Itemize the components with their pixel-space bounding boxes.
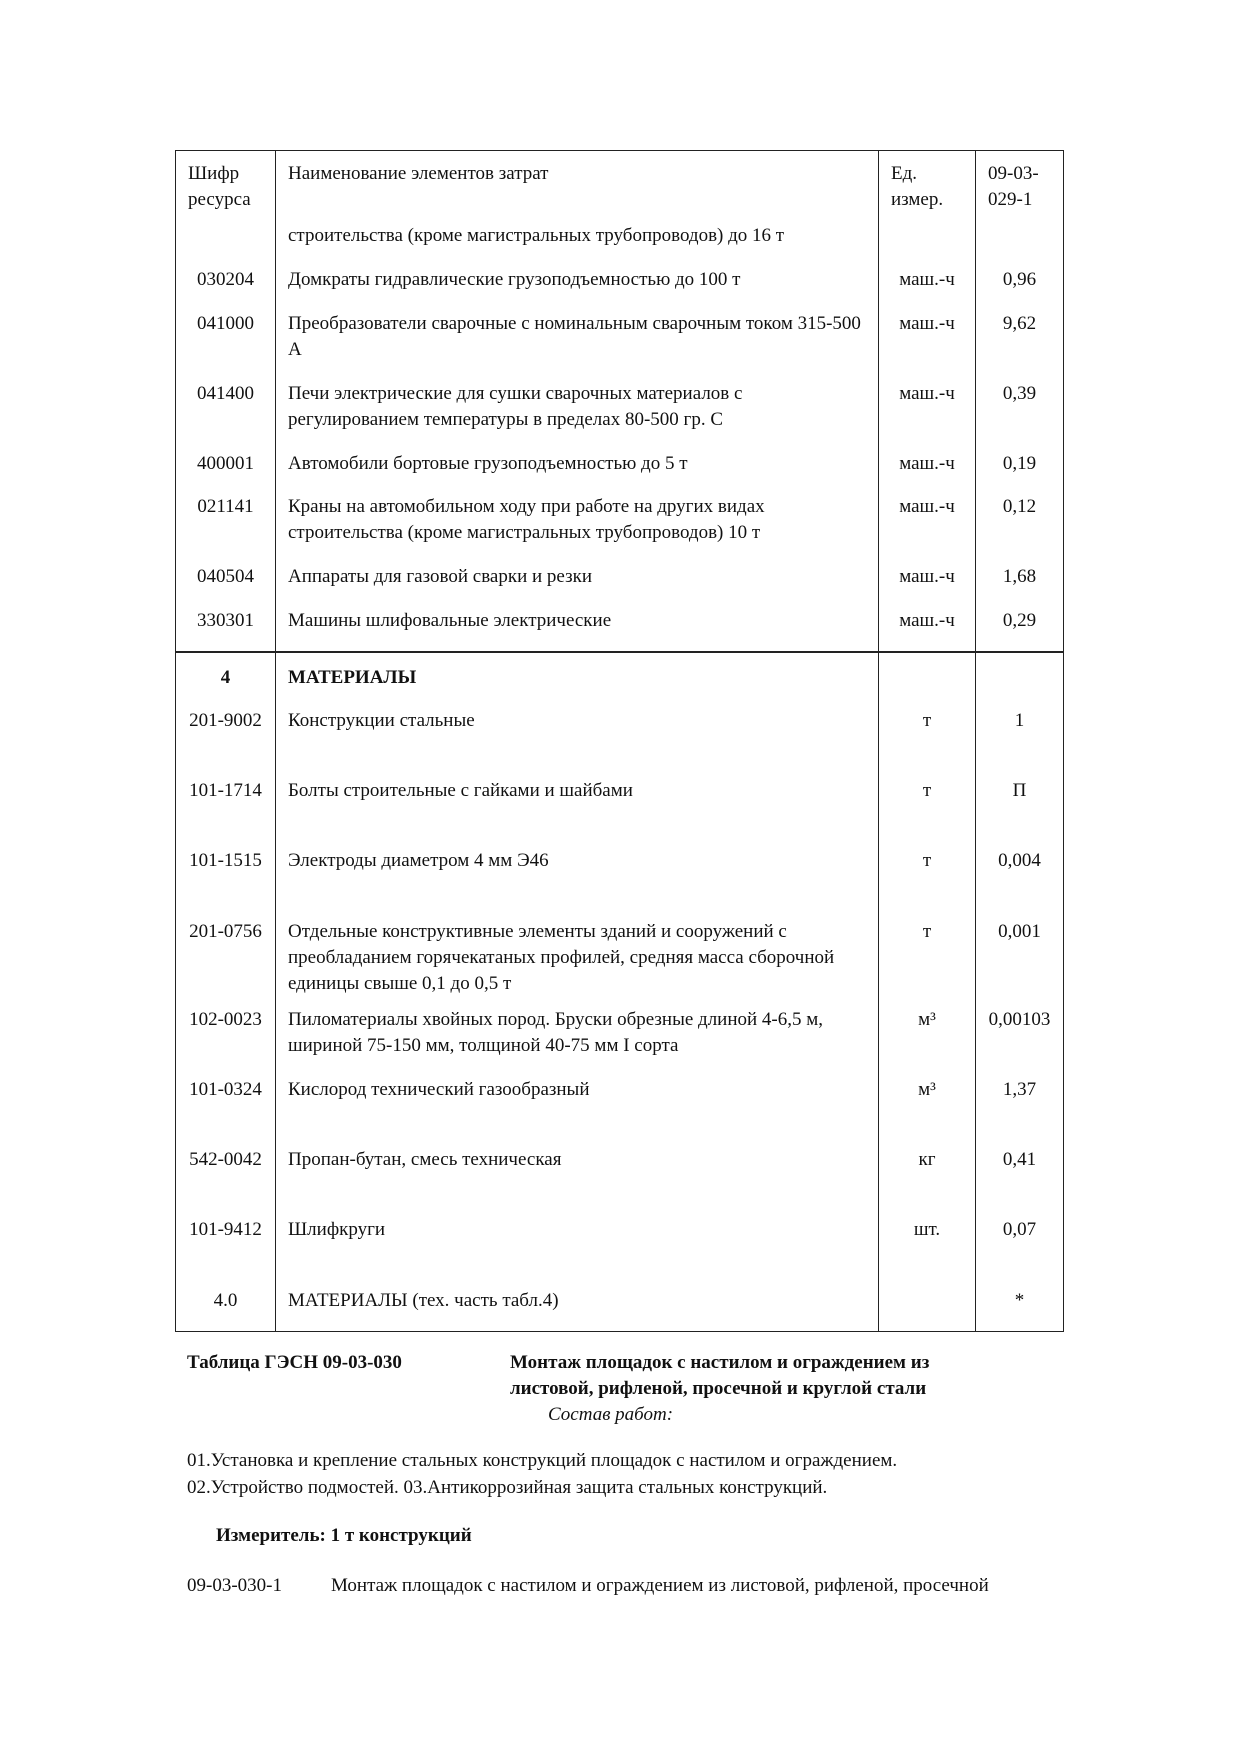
cell-unit: т bbox=[879, 838, 976, 909]
table-row bbox=[176, 838, 1064, 909]
cell-value: 0,001 bbox=[976, 909, 1064, 997]
cell-value: 0,00103 bbox=[976, 997, 1064, 1067]
cell-code: 201-0756 bbox=[176, 909, 276, 997]
cell-unit: кг bbox=[879, 1137, 976, 1207]
cell-name: Шлифкруги bbox=[276, 1207, 879, 1278]
header-unit: Ед. измер. bbox=[879, 151, 976, 214]
cell-value: 0,41 bbox=[976, 1137, 1064, 1207]
table-row bbox=[176, 484, 1064, 554]
cell-value: 0,96 bbox=[976, 257, 1064, 301]
cell-name: Пиломатериалы хвойных пород. Бруски обрезные длиной 4-6,5 м, шириной 75-150 мм, толщиной 40-75 мм I сорта bbox=[276, 997, 879, 1067]
cell-value bbox=[976, 213, 1064, 257]
section-title: Монтаж площадок с настилом и ограждением из листовой, рифленой, просечной и круглой стали bbox=[510, 1352, 930, 1399]
header-name: Наименование элементов затрат bbox=[276, 151, 879, 214]
cell-unit bbox=[879, 213, 976, 257]
cell-name: Преобразователи сварочные с номинальным сварочным током 315-500 А bbox=[276, 301, 879, 371]
cell-value: 0,29 bbox=[976, 598, 1064, 652]
table-row bbox=[176, 1278, 1064, 1331]
cell-unit: шт. bbox=[879, 1207, 976, 1278]
cell-code: 330301 bbox=[176, 598, 276, 652]
table-label: Таблица ГЭСН 09-03-030 bbox=[187, 1352, 402, 1373]
cell-name: Автомобили бортовые грузоподъемностью до 5 т bbox=[276, 441, 879, 484]
cell-unit: маш.-ч bbox=[879, 554, 976, 598]
cell-unit: т bbox=[879, 909, 976, 997]
cell-value: П bbox=[976, 768, 1064, 838]
cell-name: Отдельные конструктивные элементы зданий и сооружений с преобладанием горячекатаных профилей, средняя масса сборочной единицы свыше 0,1 до 0,5 т bbox=[276, 909, 879, 997]
table-row bbox=[176, 371, 1064, 441]
cell-code: 030204 bbox=[176, 257, 276, 301]
cell-value: * bbox=[976, 1278, 1064, 1331]
cell-name: Домкраты гидравлические грузоподъемностью до 100 т bbox=[276, 257, 879, 301]
table-row bbox=[176, 698, 1064, 768]
table-row bbox=[176, 768, 1064, 838]
item-code: 09-03-030-1 bbox=[187, 1575, 282, 1596]
cell-name: Конструкции стальные bbox=[276, 698, 879, 768]
cell-name: Печи электрические для сушки сварочных материалов с регулированием температуры в пределах 80-500 гр. С bbox=[276, 371, 879, 441]
cell-value: 0,07 bbox=[976, 1207, 1064, 1278]
cell-name: строительства (кроме магистральных трубопроводов) до 16 т bbox=[276, 213, 879, 257]
header-value: 09-03-029-1 bbox=[976, 151, 1064, 214]
table-row bbox=[176, 441, 1064, 484]
cell-name: Кислород технический газообразный bbox=[276, 1067, 879, 1137]
table-row bbox=[176, 554, 1064, 598]
cell-unit: маш.-ч bbox=[879, 371, 976, 441]
cell-value: 1,37 bbox=[976, 1067, 1064, 1137]
cell-unit: маш.-ч bbox=[879, 441, 976, 484]
table-row bbox=[176, 598, 1064, 652]
cell-code: 021141 bbox=[176, 484, 276, 554]
cell-name: МАТЕРИАЛЫ bbox=[276, 652, 879, 698]
cell-unit: маш.-ч bbox=[879, 301, 976, 371]
cell-code: 400001 bbox=[176, 441, 276, 484]
cell-name: МАТЕРИАЛЫ (тех. часть табл.4) bbox=[276, 1278, 879, 1331]
composition-line-1: 01.Установка и крепление стальных конструкций площадок с настилом и ограждением. bbox=[187, 1450, 898, 1471]
cell-name: Краны на автомобильном ходу при работе на других видах строительства (кроме магистральных трубопроводов) 10 т bbox=[276, 484, 879, 554]
cell-unit: м³ bbox=[879, 997, 976, 1067]
cell-unit: м³ bbox=[879, 1067, 976, 1137]
measure-unit: Измеритель: 1 т конструкций bbox=[216, 1525, 472, 1546]
table-row bbox=[176, 257, 1064, 301]
header-code: Шифр ресурса bbox=[176, 151, 276, 214]
cell-name: Болты строительные с гайками и шайбами bbox=[276, 768, 879, 838]
table-row bbox=[176, 1137, 1064, 1207]
cell-code: 4 bbox=[176, 652, 276, 698]
cell-code: 041400 bbox=[176, 371, 276, 441]
cell-code: 101-0324 bbox=[176, 1067, 276, 1137]
cell-value bbox=[976, 652, 1064, 698]
composition-line-2: 02.Устройство подмостей. 03.Антикоррозийная защита стальных конструкций. bbox=[187, 1477, 828, 1498]
cell-value: 0,12 bbox=[976, 484, 1064, 554]
cell-code: 041000 bbox=[176, 301, 276, 371]
cell-value: 0,39 bbox=[976, 371, 1064, 441]
table-header-row bbox=[176, 151, 1064, 214]
cell-code: 101-1515 bbox=[176, 838, 276, 909]
cell-code: 4.0 bbox=[176, 1278, 276, 1331]
cell-value: 0,004 bbox=[976, 838, 1064, 909]
cell-name: Электроды диаметром 4 мм Э46 bbox=[276, 838, 879, 909]
cell-code: 101-1714 bbox=[176, 768, 276, 838]
cell-unit: маш.-ч bbox=[879, 598, 976, 652]
cell-code: 102-0023 bbox=[176, 997, 276, 1067]
cell-unit: маш.-ч bbox=[879, 484, 976, 554]
cell-unit: т bbox=[879, 698, 976, 768]
cell-code bbox=[176, 213, 276, 257]
table-row bbox=[176, 1067, 1064, 1137]
composition-label: Состав работ: bbox=[548, 1404, 674, 1425]
table-row bbox=[176, 909, 1064, 997]
cell-name: Пропан-бутан, смесь техническая bbox=[276, 1137, 879, 1207]
cell-value: 1,68 bbox=[976, 554, 1064, 598]
item-text: Монтаж площадок с настилом и ограждением из листовой, рифленой, просечной bbox=[331, 1575, 989, 1596]
resource-table bbox=[175, 150, 1064, 1332]
cell-unit bbox=[879, 1278, 976, 1331]
table-row bbox=[176, 213, 1064, 257]
cell-code: 101-9412 bbox=[176, 1207, 276, 1278]
table-row bbox=[176, 1207, 1064, 1278]
cell-value: 9,62 bbox=[976, 301, 1064, 371]
cell-code: 201-9002 bbox=[176, 698, 276, 768]
cell-value: 1 bbox=[976, 698, 1064, 768]
cell-unit: маш.-ч bbox=[879, 257, 976, 301]
table-row bbox=[176, 997, 1064, 1067]
cell-unit: т bbox=[879, 768, 976, 838]
cell-name: Машины шлифовальные электрические bbox=[276, 598, 879, 652]
cell-value: 0,19 bbox=[976, 441, 1064, 484]
cell-code: 542-0042 bbox=[176, 1137, 276, 1207]
cell-name: Аппараты для газовой сварки и резки bbox=[276, 554, 879, 598]
table-row bbox=[176, 301, 1064, 371]
section-row bbox=[176, 652, 1064, 698]
cell-unit bbox=[879, 652, 976, 698]
cell-code: 040504 bbox=[176, 554, 276, 598]
